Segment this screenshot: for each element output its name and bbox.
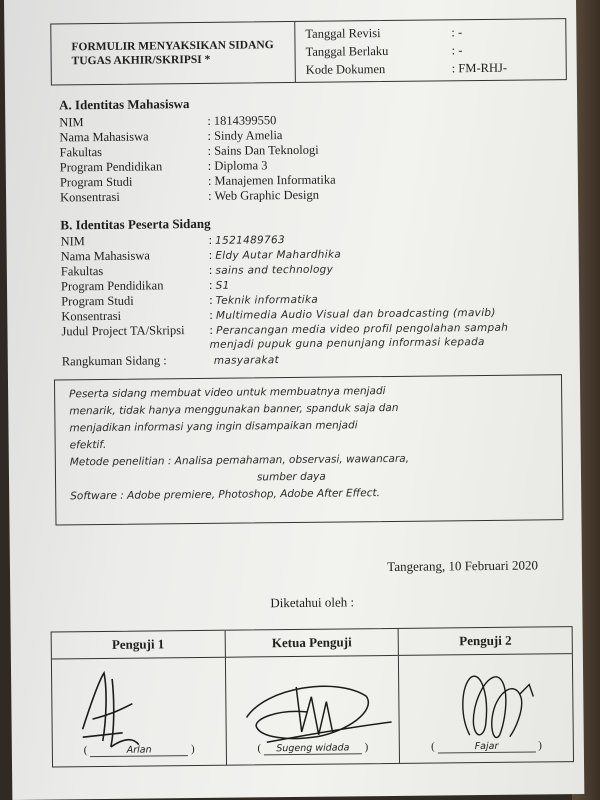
section-a-row [60,188,319,206]
handwritten-value: S1 [215,279,230,292]
signer-name: ( Arlan ) [83,743,195,757]
row-label: Konsentrasi [59,189,120,205]
row-label: Fakultas [59,144,103,160]
summary-line: menjadikan informasi yang ingin disampaikan menjadi [69,419,358,435]
handwritten-value: Eldy Autar Mahardhika [215,248,342,262]
summary-line: Metode penelitian : Analisa pemahaman, observasi, wawancara, [69,452,410,469]
signer-name: ( Fajar ) [431,739,542,753]
summary-line: Peserta sidang membuat video untuk membuatnya menjadi [69,385,386,401]
summary-line: efektif. [69,438,107,452]
header-meta [295,19,566,82]
signature-role: Penguji 2 [399,627,572,656]
summary-line: sumber daya [69,470,326,486]
row-value: : Web Graphic Design [207,187,320,203]
row-value: : Manajemen Informatika [207,172,336,188]
signature-area [52,658,226,768]
project-title-cont [210,335,485,353]
handwritten-value: sains and technology [215,263,334,277]
section-b-row: Nama Mahasiswa : Eldy Autar Mahardhika [60,247,342,264]
signer-name: ( Sugeng widada ) [257,741,369,755]
row-label: Nama Mahasiswa [60,248,150,264]
signature-area [226,656,400,766]
section-b-row: Fakultas : sains and technology [60,262,334,279]
meta-value: : - [451,25,463,40]
section-b-row: NIM : 1521489763 [60,232,286,249]
handwritten-value: 1521489763 [215,234,286,247]
section-b-row: Konsentrasi : Multimedia Audio Visual dan broadcasting (mavib) [61,306,496,324]
summary-line: Software : Adobe premiere, Photoshop, Adobe After Effect. [70,487,380,503]
row-value: : Diploma 3 [207,158,268,173]
row-label: Program Studi [59,174,133,190]
signer-name-text: Fajar [437,740,535,753]
row-label: Judul Project TA/Skripsi [61,323,185,339]
form-title-line2: TUGAS AKHIR/SKRIPSI * [71,53,211,68]
signature-area [399,654,573,764]
summary-label-row [62,352,279,370]
row-value: : 1814399550 [207,113,277,128]
row-label: NIM [60,234,85,249]
row-value: : Sains Dan Teknologi [207,142,319,158]
signer-name-text: Arlan [90,744,188,757]
form-document [4,0,584,800]
signature-role: Penguji 1 [52,631,225,660]
section-b-row: Program Studi : Teknik informatika [61,292,319,309]
form-title-line1: FORMULIR MENYAKSIKAN SIDANG [71,39,274,54]
row-label: Konsentrasi [61,308,122,324]
handwritten-value: Multimedia Audio Visual dan broadcasting (mavib) [215,306,496,322]
summary-label: Rangkuman Sidang : [61,353,167,369]
meta-key: Tanggal Revisi [305,26,381,41]
signature-table [51,626,574,767]
handwritten-value: menjadi pupuk guna penunjang informasi kepada [209,335,485,351]
meta-value: : FM-RHJ- [451,60,508,76]
signature-role: Ketua Penguji [225,629,398,658]
section-a-title: A. Identitas Mahasiswa [59,96,190,113]
handwritten-value: masyarakat [213,354,280,367]
form-title [51,22,296,85]
section-b-row: Program Pendidikan : S1 [60,277,230,294]
meta-value: : - [451,43,463,58]
handwritten-value: Teknik informatika [215,293,319,307]
signature-column-penguji-1 [52,631,227,767]
row-label: Fakultas [60,263,104,279]
section-a-row [60,143,319,161]
section-b-title: B. Identitas Peserta Sidang [60,215,211,233]
row-label: Program Pendidikan [60,278,164,294]
place-date: Tangerang, 10 Februari 2020 [387,557,539,575]
handwritten-value: Perancangan media video profil pengolahan sampah [216,321,509,337]
header-table [50,18,567,85]
known-by-label: Diketahui oleh : [270,594,355,611]
meta-row-kode [306,58,566,79]
row-label: Nama Mahasiswa [59,129,149,145]
meta-key: Tanggal Berlaku [305,43,389,59]
row-label: NIM [59,115,84,130]
row-value: : Sindy Amelia [207,128,283,143]
summary-box [54,374,564,525]
summary-line: menarik, tidak hanya menggunakan banner, spanduk saja dan [69,401,399,418]
signature-column-penguji-2 [399,627,573,763]
row-label: Program Studi [61,293,134,309]
meta-key: Kode Dokumen [305,62,386,77]
signer-name-text: Sugeng widada [264,742,362,755]
section-b-row: Judul Project TA/Skripsi : Perancangan media video profil pengolahan sampah [61,321,509,339]
signature-column-ketua-penguji [225,629,400,765]
row-label: Program Pendidikan [59,159,163,175]
